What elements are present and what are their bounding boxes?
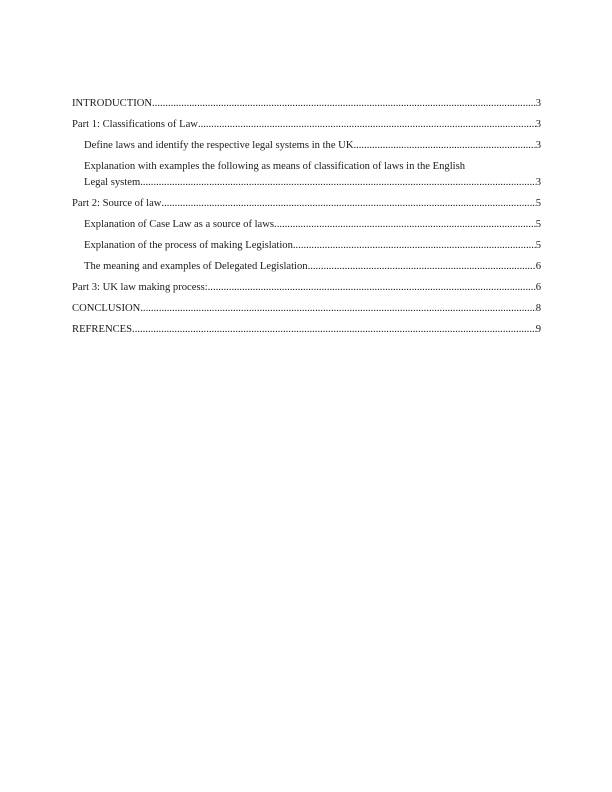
toc-entry-references[interactable] bbox=[72, 323, 541, 336]
toc-page-number: 3 bbox=[535, 98, 541, 109]
toc-entry-title: The meaning and examples of Delegated Legislation bbox=[84, 261, 308, 272]
dot-leader bbox=[293, 239, 536, 252]
dot-leader bbox=[353, 139, 535, 152]
table-of-contents bbox=[72, 97, 541, 344]
dot-leader bbox=[132, 323, 536, 336]
toc-entry-title: INTRODUCTION bbox=[72, 98, 153, 109]
dot-leader bbox=[140, 302, 535, 315]
toc-entry-title: Define laws and identify the respective legal systems in the UK bbox=[84, 140, 354, 151]
toc-entry-title: Explanation of Case Law as a source of laws bbox=[84, 219, 275, 230]
toc-entry-title: Part 3: UK law making process: bbox=[72, 282, 208, 293]
toc-entry-title: Explanation of the process of making Legislation bbox=[84, 240, 293, 251]
toc-page-number: 3 bbox=[535, 140, 541, 151]
toc-page-number: 8 bbox=[535, 303, 541, 314]
toc-page-number: 3 bbox=[535, 119, 541, 130]
toc-entry-title: Part 2: Source of law bbox=[72, 198, 162, 209]
toc-entry-explanation-classification[interactable] bbox=[72, 160, 541, 189]
dot-leader bbox=[140, 176, 536, 189]
toc-page-number: 3 bbox=[535, 177, 541, 188]
toc-entry-title: Part 1: Classifications of Law bbox=[72, 119, 198, 130]
toc-entry-introduction[interactable] bbox=[72, 97, 541, 110]
toc-entry-legislation-process[interactable] bbox=[72, 239, 541, 252]
toc-entry-define-laws[interactable] bbox=[72, 139, 541, 152]
dot-leader bbox=[308, 260, 536, 273]
toc-page-number: 5 bbox=[535, 198, 541, 209]
dot-leader bbox=[152, 97, 536, 110]
dot-leader bbox=[161, 197, 535, 210]
toc-entry-title: REFRENCES bbox=[72, 324, 133, 335]
toc-entry-delegated-legislation[interactable] bbox=[72, 260, 541, 273]
toc-page-number: 5 bbox=[535, 240, 541, 251]
toc-page-number: 9 bbox=[535, 324, 541, 335]
toc-entry-case-law[interactable] bbox=[72, 218, 541, 231]
toc-page-number: 6 bbox=[535, 261, 541, 272]
toc-entry-part3[interactable] bbox=[72, 281, 541, 294]
dot-leader bbox=[198, 118, 536, 131]
toc-entry-title-line1: Explanation with examples the following as means of classification of laws in the English bbox=[84, 161, 465, 172]
toc-entry-conclusion[interactable] bbox=[72, 302, 541, 315]
toc-page-number: 5 bbox=[535, 219, 541, 230]
dot-leader bbox=[208, 281, 536, 294]
toc-entry-part2[interactable] bbox=[72, 197, 541, 210]
toc-page-number: 6 bbox=[535, 282, 541, 293]
toc-entry-second-line bbox=[84, 176, 541, 189]
toc-entry-title: CONCLUSION bbox=[72, 303, 141, 314]
toc-entry-part1[interactable] bbox=[72, 118, 541, 131]
dot-leader bbox=[274, 218, 536, 231]
toc-entry-title-line2: Legal system bbox=[84, 177, 141, 188]
